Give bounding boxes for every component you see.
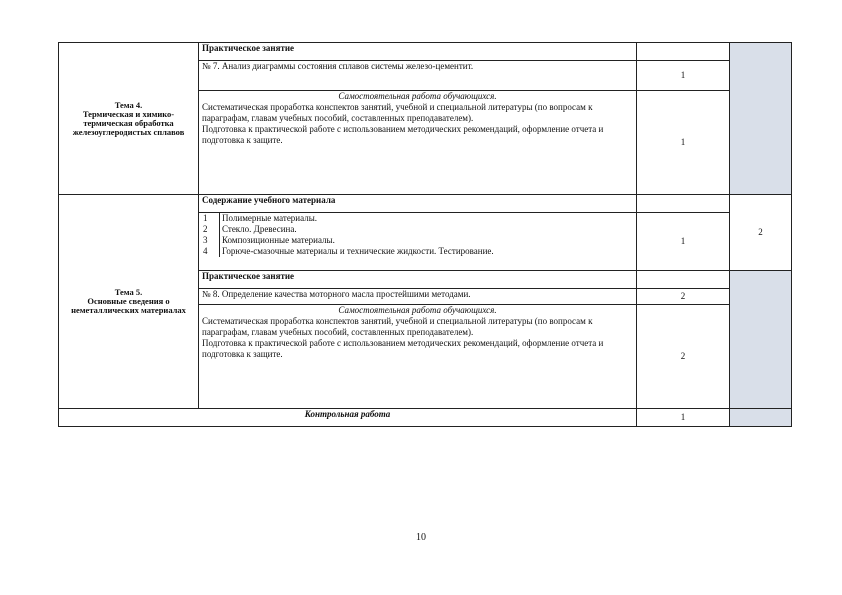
item-number: 3 bbox=[201, 235, 220, 246]
item-number: 4 bbox=[201, 246, 220, 257]
item-number: 2 bbox=[201, 224, 220, 235]
topic-4-self-work bbox=[199, 91, 637, 195]
topic-4-self-text-2: Подготовка к практической работе с использованием методических рекомендаций, оформление отчета и подготовка к защите. bbox=[202, 124, 604, 145]
list-item bbox=[201, 213, 636, 224]
topic-4-subtitle: Термическая и химико-термическая обработка железоуглеродистых сплавов bbox=[72, 108, 185, 137]
topic-5-practice-hours: 2 bbox=[637, 289, 730, 305]
list-item bbox=[201, 246, 636, 257]
topic-5-self-work bbox=[199, 305, 637, 409]
topic-4-self-text-1: Систематическая проработка конспектов занятий, учебной и специальной литературы (по вопросам к параграфам, главам учебных пособий, составленных преподавателем). bbox=[202, 102, 593, 123]
topic-4-practice-header: Практическое занятие bbox=[199, 43, 637, 61]
topic-4-practice-hours: 1 bbox=[637, 61, 730, 91]
topic-5-level: 2 bbox=[730, 195, 792, 271]
curriculum-table bbox=[58, 42, 792, 427]
topic-5-content-header: Содержание учебного материала bbox=[199, 195, 637, 213]
item-text: Горюче-смазочные материалы и технические жидкости. Тестирование. bbox=[222, 246, 494, 256]
control-work-label: Контрольная работа bbox=[59, 409, 637, 427]
page-number: 10 bbox=[416, 532, 426, 543]
topic-5-self-hours: 2 bbox=[637, 305, 730, 409]
topic-5-self-text-1: Систематическая проработка конспектов занятий, учебной и специальной литературы (по вопросам к параграфам, главам учебных пособий, составленных преподавателем). bbox=[202, 316, 593, 337]
topic-5-level-shaded bbox=[730, 271, 792, 409]
topic-5-title: Тема 5. bbox=[114, 287, 143, 297]
topic-5-practice-header-hours bbox=[637, 271, 730, 289]
item-text: Полимерные материалы. bbox=[222, 213, 317, 223]
item-number: 1 bbox=[201, 213, 220, 224]
topic-4-cell bbox=[59, 43, 199, 195]
topic-4-level-shaded bbox=[730, 43, 792, 195]
topic-5-subtitle: Основные сведения о неметаллических материалах bbox=[71, 296, 186, 315]
topic-4-self-title: Самостоятельная работа обучающихся. bbox=[338, 91, 497, 101]
topic-4-title: Тема 4. bbox=[114, 99, 143, 110]
topic-4-self-hours: 1 bbox=[637, 91, 730, 195]
topic-5-practice-item: № 8. Определение качества моторного масла простейшими методами. bbox=[199, 289, 637, 305]
item-text: Композиционные материалы. bbox=[222, 235, 335, 245]
list-item bbox=[201, 224, 636, 235]
control-work-hours: 1 bbox=[637, 409, 730, 427]
topic-5-items-cell bbox=[199, 213, 637, 271]
list-item bbox=[201, 235, 636, 246]
topic-4-practice-item: № 7. Анализ диаграммы состояния сплавов системы железо-цементит. bbox=[199, 61, 637, 91]
topic-5-self-text-2: Подготовка к практической работе с использованием методических рекомендаций, оформление отчета и подготовка к защите. bbox=[202, 338, 604, 359]
topic-5-self-title: Самостоятельная работа обучающихся. bbox=[338, 305, 497, 315]
topic-4-practice-header-hours bbox=[637, 43, 730, 61]
topic-5-content-header-hours bbox=[637, 195, 730, 213]
topic-5-practice-header: Практическое занятие bbox=[199, 271, 637, 289]
topic-5-content-hours: 1 bbox=[637, 213, 730, 271]
item-text: Стекло. Древесина. bbox=[222, 224, 297, 234]
topic-5-items bbox=[201, 213, 636, 257]
control-work-level-shaded bbox=[730, 409, 792, 427]
topic-5-cell bbox=[59, 195, 199, 409]
